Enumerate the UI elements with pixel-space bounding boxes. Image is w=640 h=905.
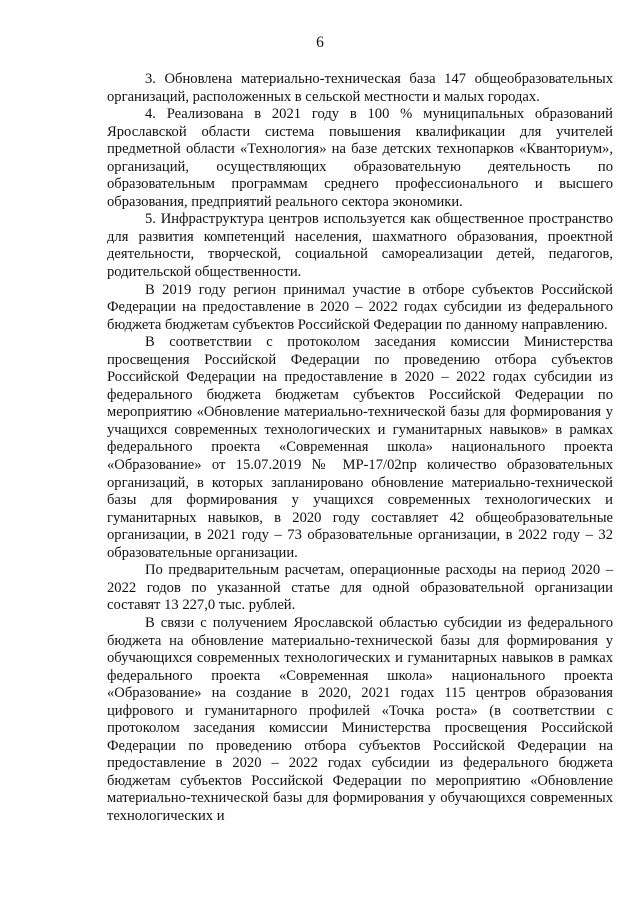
paragraph-protocol: В соответствии с протоколом заседания комиссии Министерства просвещения Российской Федерации по проведению отбора субъектов Российской Федерации на предоставление в 2020 – 2022 годах субсидии из федерального бюджета бюджетам субъектов Российской Федерации по мероприятию «Обновление материально-технической базы для формирования у учащихся современных технологических и гуманитарных навыков» в рамках федерального проекта «Современная школа» национального проекта «Образование» от 15.07.2019 № МР-17/02пр количество образовательных организаций, в которых запланировано обновление материально-технической базы для формирования у учащихся современных технологических и гуманитарных навыков, в 2020 году составляет 42 общеобразовательные организации, в 2021 году – 73 образовательные организации, в 2022 году – 32 образовательные организации. [107, 334, 613, 561]
paragraph-item-3: 3. Обновлена материально-техническая база 147 общеобразовательных организаций, расположенных в сельской местности и малых городах. [107, 71, 613, 105]
paragraph-item-5: 5. Инфраструктура центров используется как общественное пространство для развития компетенций населения, шахматного образования, проектной деятельности, творческой, социальной самореализации детей, педагогов, родительской общественности. [107, 211, 613, 281]
paragraph-subsidy: В связи с получением Ярославской областью субсидии из федерального бюджета на обновление материально-технической базы для формирования у обучающихся современных технологических и гуманитарных навыков в рамках федерального проекта «Современная школа» национального проекта «Образование» на создание в 2020, 2021 годах 115 центров образования цифрового и гуманитарного профилей «Точка роста» (в соответствии с протоколом заседания комиссии Министерства просвещения Российской Федерации по проведению отбора субъектов Российской Федерации на предоставление в 2020 – 2022 годах субсидии из федерального бюджета бюджетам субъектов Российской Федерации по мероприятию «Обновление материально-технической базы для формирования у обучающихся современных технологических и [107, 614, 613, 824]
page-number: 6 [316, 34, 324, 51]
paragraph-selection-2019: В 2019 году регион принимал участие в отборе субъектов Российской Федерации на предоставление в 2020 – 2022 годах субсидии из федерального бюджета бюджетам субъектов Российской Федерации по данному направлению. [107, 281, 613, 333]
document-body [107, 71, 613, 826]
paragraph-item-4: 4. Реализована в 2021 году в 100 % муниципальных образований Ярославской области система повышения квалификации для учителей предметной области «Технология» на базе детских технопарков «Кванториум», организаций, осуществляющих образовательную деятельность по образовательным программам среднего профессионального и высшего образования, предприятий реального сектора экономики. [107, 106, 613, 210]
paragraph-operational-costs: По предварительным расчетам, операционные расходы на период 2020 – 2022 годов по указанной статье для одной образовательной организации составят 13 227,0 тыс. рублей. [107, 562, 613, 614]
